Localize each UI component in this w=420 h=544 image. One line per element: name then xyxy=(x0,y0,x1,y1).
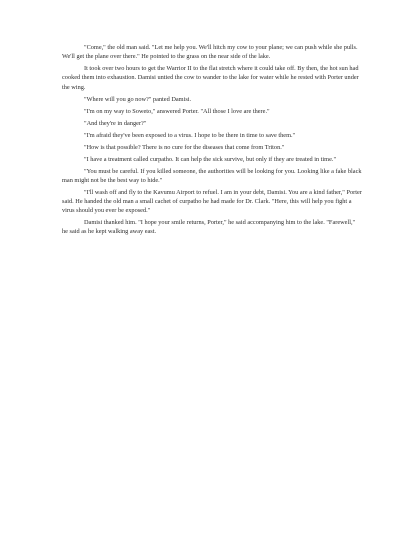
paragraph: "And they're in danger?" xyxy=(84,119,147,127)
paragraph: "I'll wash off and fly to the Kavumu Airport to refuel. I am in your debt, Damisi. You are a kind father," Porter said. He handed the old man a small cachet of curpatho he had made for Dr. Clark. "Here, this will help you fight a virus should you ever be exposed." xyxy=(62,188,362,215)
paragraph: "I'm on my way to Soweto," answered Porter. "All those I love are there." xyxy=(84,107,270,115)
paragraph: "I have a treatment called curpatho. It can help the sick survive, but only if they are treated in time." xyxy=(84,155,337,163)
paragraph: "Come," the old man said. "Let me help you. We'll hitch my cow to your plane; we can push while she pulls. We'll get the plane over there." He pointed to the grass on the near side of the lake. xyxy=(62,44,358,61)
paragraph: It took over two hours to get the Warrior II to the flat stretch where it could take off. By then, the hot sun had cooked them into exhaustion. Damisi untied the cow to wander to the lake for water while he rested with Porter under the wing. xyxy=(62,65,359,91)
paragraph: "Where will you go now?" panted Damisi. xyxy=(84,95,192,103)
paragraph: Damisi thanked him. "I hope your smile returns, Porter," he said accompanying him to the lake. "Farewell," he said as he kept walking away east. xyxy=(62,219,356,236)
paragraph: "How is that possible? There is no cure for the diseases that come from Triton." xyxy=(84,143,285,151)
body-text xyxy=(62,43,362,239)
paragraph: "I'm afraid they've been exposed to a virus. I hope to be there in time to save them." xyxy=(84,131,296,139)
paragraph: "You must be careful. If you killed someone, the authorities will be looking for you. Looking like a fake black man might not be the best way to hide." xyxy=(62,167,362,184)
